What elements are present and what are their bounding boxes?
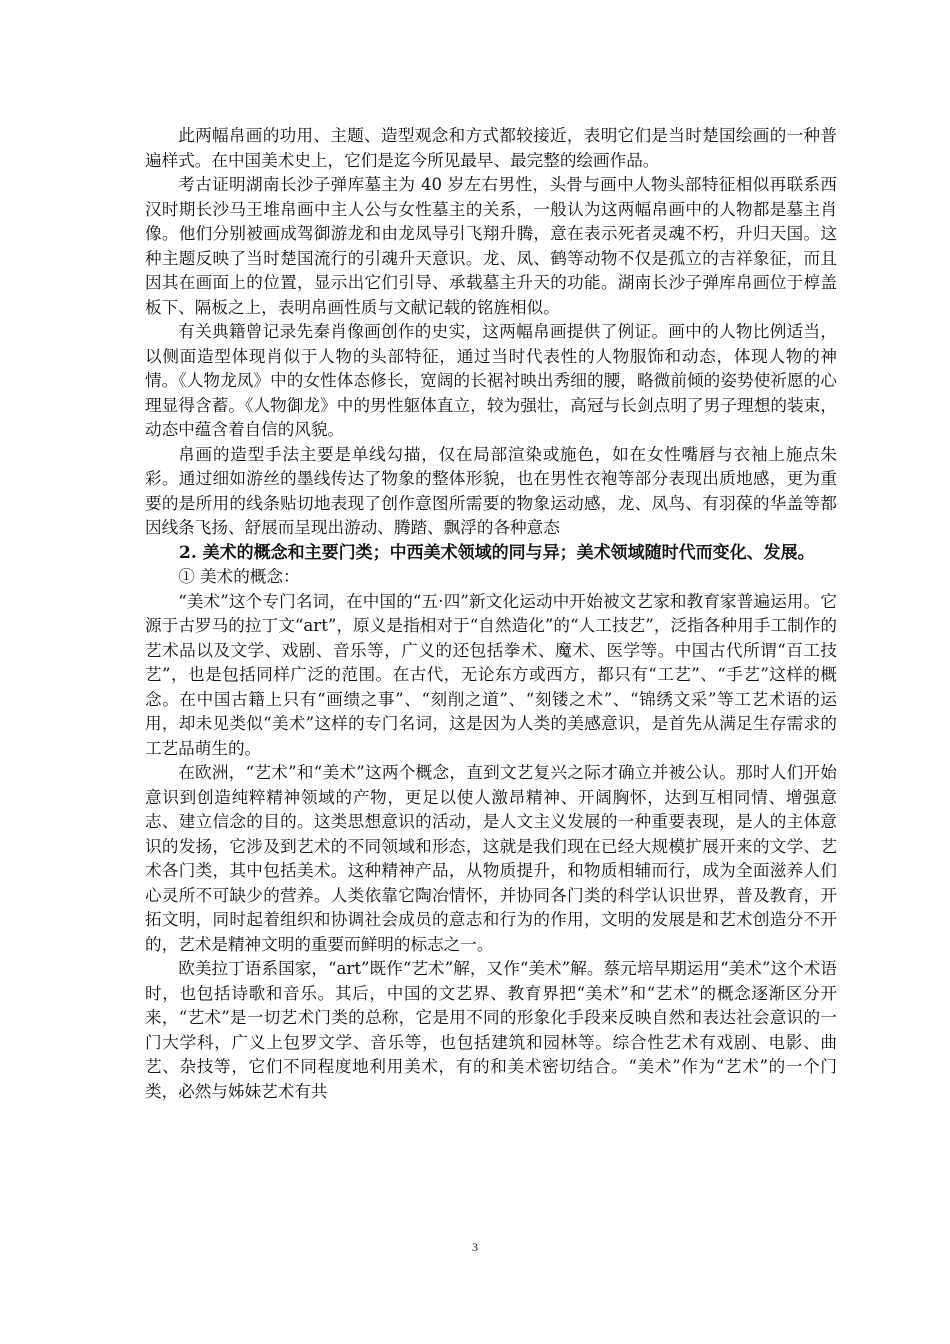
document-body xyxy=(145,124,837,1104)
section-heading: 2. 美术的概念和主要门类；中西美术领域的同与异；美术领域随时代而变化、发展。 xyxy=(179,542,815,563)
paragraph: 帛画的造型手法主要是单线勾描，仅在局部渲染或施色，如在女性嘴唇与衣袖上施点朱彩。通过细如游丝的墨线传达了物象的整体形貌，也在男性衣袍等部分表现出质地感，更为重要的是所用的线条贴切地表现了创作意图所需要的物象运动感，龙、凤鸟、有羽葆的华盖等都因线条飞扬、舒展而呈现出游动、腾踏、飘浮的各种意态 xyxy=(145,444,837,537)
subsection-heading: ① 美术的概念： xyxy=(178,567,300,586)
paragraph: 在欧洲，“艺术”和“美术”这两个概念，直到文艺复兴之际才确立并被公认。那时人们开始意识到创造纯粹精神领域的产物，更足以使人激昂精神、开阔胸怀，达到互相同情、增强意志、建立信念的目的。这类思想意识的活动，是人文主义发展的一种重要表现，是人的主体意识的发扬，它涉及到艺术的不同领域和形态，这就是我们现在已经大规模扩展开来的文学、艺术各门类，其中包括美术。这种精神产品，从物质提升，和物质相辅而行，成为全面滋养人们心灵所不可缺少的营养。人类依靠它陶冶情怀，并协同各门类的科学认识世界，普及教育，开拓文明，同时起着组织和协调社会成员的意志和行为的作用，文明的发展是和艺术创造分不开的，艺术是精神文明的重要而鲜明的标志之一。 xyxy=(145,763,837,954)
paragraph: 考古证明湖南长沙子弹库墓主为 40 岁左右男性，头骨与画中人物头部特征相似再联系西汉时期长沙马王堆帛画中主人公与女性墓主的关系，一般认为这两幅帛画中的人物都是墓主肖像。他们分别被画成驾御游龙和由龙凤导引飞翔升腾，意在表示死者灵魂不朽，升归天国。这种主题反映了当时楚国流行的引魂升天意识。龙、凤、鹤等动物不仅是孤立的吉祥象征，而且因其在画面上的位置，显示出它们引导、承载墓主升天的功能。湖南长沙子弹库帛画位于椁盖板下、隔板之上，表明帛画性质与文献记载的铭旌相似。 xyxy=(145,175,837,317)
paragraph: 欧美拉丁语系国家，“art”既作“艺术”解，又作“美术”解。蔡元培早期运用“美术”这个术语时，也包括诗歌和音乐。其后，中国的文艺界、教育界把“美术”和“艺术”的概念逐渐区分开来，“艺术”是一切艺术门类的总称，它是用不同的形象化手段来反映自然和表达社会意识的一门大学科，广义上包罗文学、音乐等，也包括建筑和园林等。综合性艺术有戏剧、电影、曲艺、杂技等，它们不同程度地利用美术，有的和美术密切结合。“美术”作为“艺术”的一个门类，必然与姊妹艺术有共 xyxy=(145,959,837,1101)
paragraph: 此两幅帛画的功用、主题、造型观念和方式都较接近，表明它们是当时楚国绘画的一种普遍样式。在中国美术史上，它们是迄今所见最早、最完整的绘画作品。 xyxy=(145,126,837,170)
paragraph: “美术”这个专门名词，在中国的“五·四”新文化运动中开始被文艺家和教育家普遍运用。它源于古罗马的拉丁文“art”，原义是指相对于“自然造化”的“人工技艺”，泛指各种用手工制作的艺术品以及文学、戏剧、音乐等，广义的还包括拳术、魔术、医学等。中国古代所谓“百工技艺”，也是包括同样广泛的范围。在古代，无论东方或西方，都只有“工艺”、“手艺”这样的概念。在中国古籍上只有“画缋之事”、“刻削之道”、“刻镂之术”、“锦绣文采”等工艺术语的运用，却未见类似“美术”这样的专门名词，这是因为人类的美感意识，是首先从满足生存需求的工艺品萌生的。 xyxy=(145,591,837,758)
page-number: 3 xyxy=(472,1240,478,1254)
paragraph: 有关典籍曾记录先秦肖像画创作的史实，这两幅帛画提供了例证。画中的人物比例适当，以侧面造型体现肖似于人物的头部特征，通过当时代表性的人物服饰和动态，体现人物的神情。《人物龙凤》中的女性体态修长，宽阔的长裾衬映出秀细的腰，略微前倾的姿势使祈愿的心理显得含蓄。《人物御龙》中的男性躯体直立，较为强壮，高冠与长剑点明了男子理想的装束，动态中蕴含着自信的风貌。 xyxy=(145,322,837,439)
